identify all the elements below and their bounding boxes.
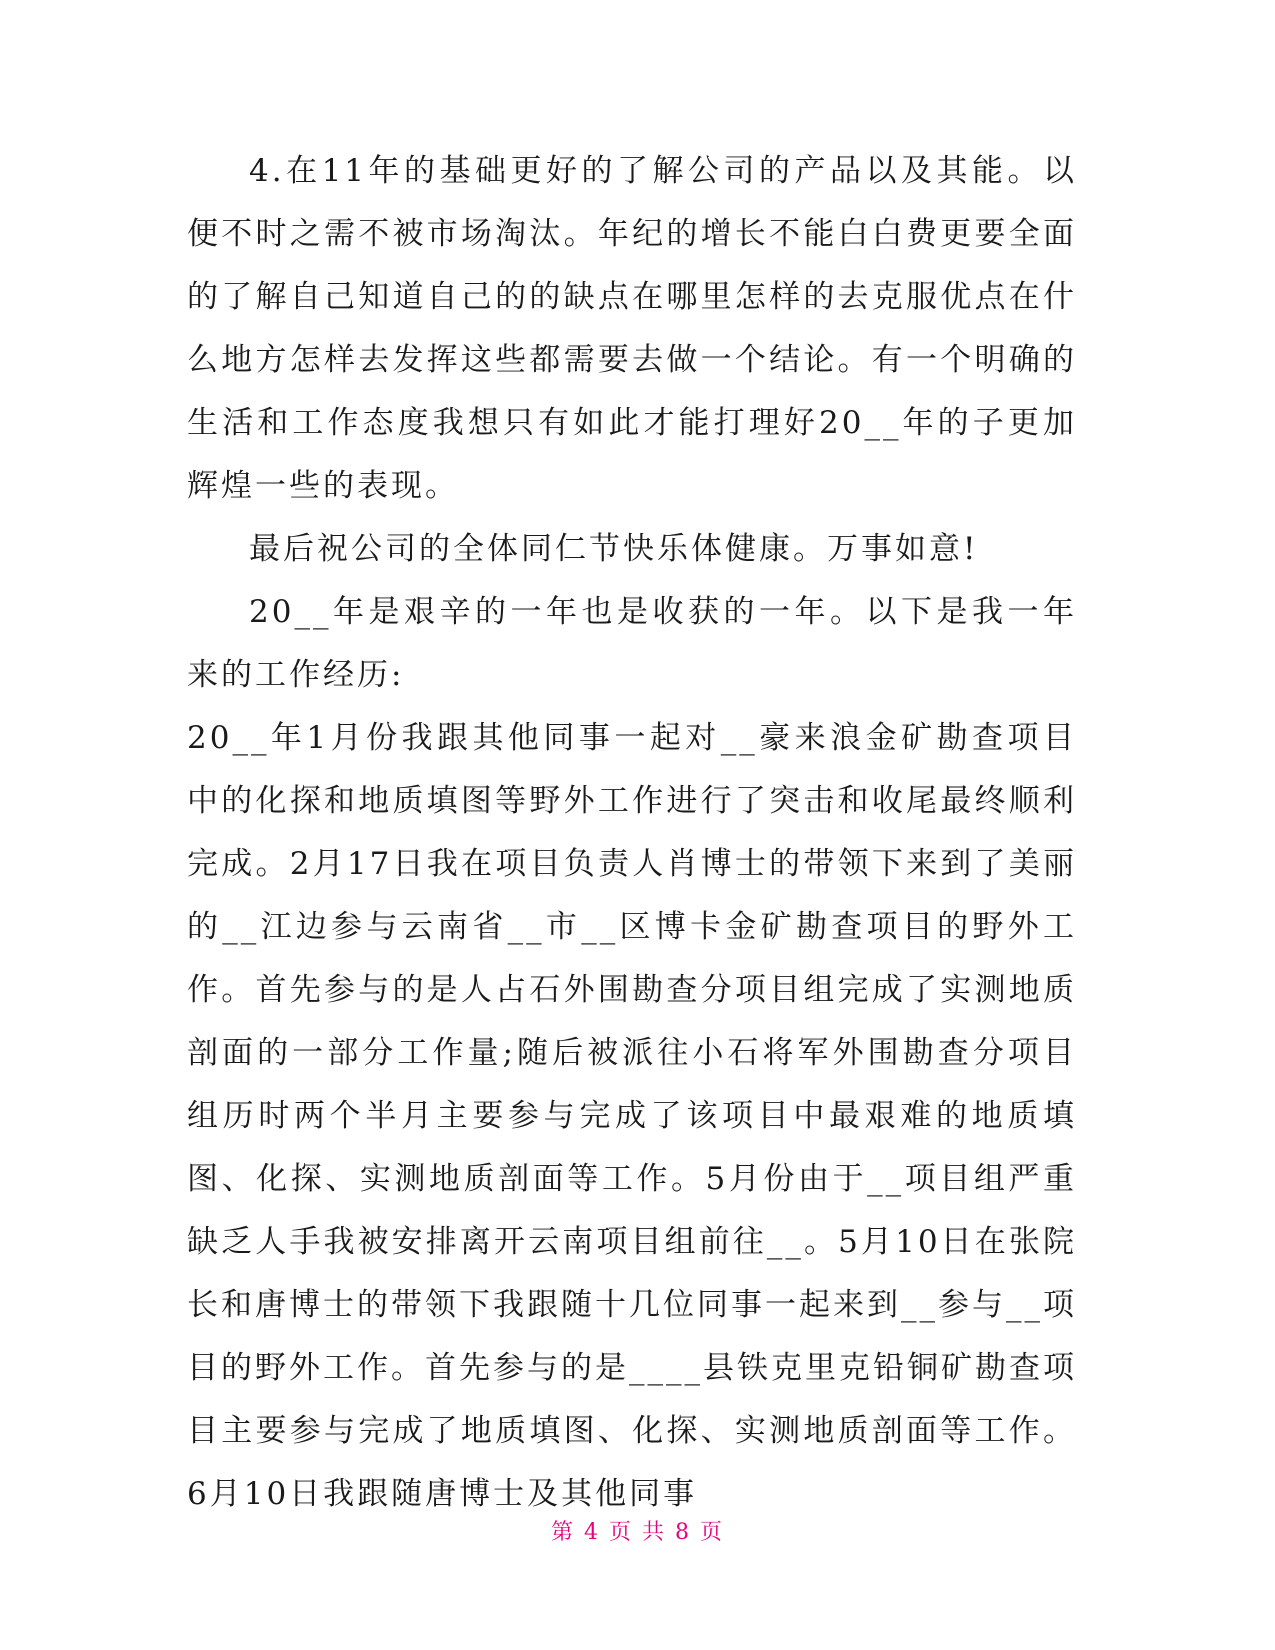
paragraph-4: 20__年1月份我跟其他同事一起对__豪来浪金矿勘查项目中的化探和地质填图等野外工作进行了突击和收尾最终顺利完成。2月17日我在项目负责人肖博士的带领下来到了美丽的__江边参与云南省__市__区博卡金矿勘查项目的野外工作。首先参与的是人占石外围勘查分项目组完成了实测地质剖面的一部分工作量;随后被派往小石将军外围勘查分项目组历时两个半月主要参与完成了该项目中最艰难的地质填图、化探、实测地质剖面等工作。5月份由于__项目组严重缺乏人手我被安排离开云南项目组前往__。5月10日在张院长和唐博士的带领下我跟随十几位同事一起来到__参与__项目的野外工作。首先参与的是____县铁克里克铅铜矿勘查项目主要参与完成了地质填图、化探、实测地质剖面等工作。6月10日我跟随唐博士及其他同事: [187, 720, 1077, 1512]
page-number-footer: 第 4 页 共 8 页: [551, 1520, 724, 1545]
paragraph-1: 4.在11年的基础更好的了解公司的产品以及其能。以便不时之需不被市场淘汰。年纪的增长不能白白费更要全面的了解自己知道自己的的缺点在哪里怎样的去克服优点在什么地方怎样去发挥这些都需要去做一个结论。有一个明确的生活和工作态度我想只有如此才能打理好20__年的子更加辉煌一些的表现。: [187, 153, 1077, 504]
paragraph-3: 20__年是艰辛的一年也是收获的一年。以下是我一年来的工作经历:: [187, 594, 1077, 693]
document-body: [187, 140, 1077, 1526]
paragraph-2: 最后祝公司的全体同仁节快乐体健康。万事如意!: [249, 531, 979, 567]
